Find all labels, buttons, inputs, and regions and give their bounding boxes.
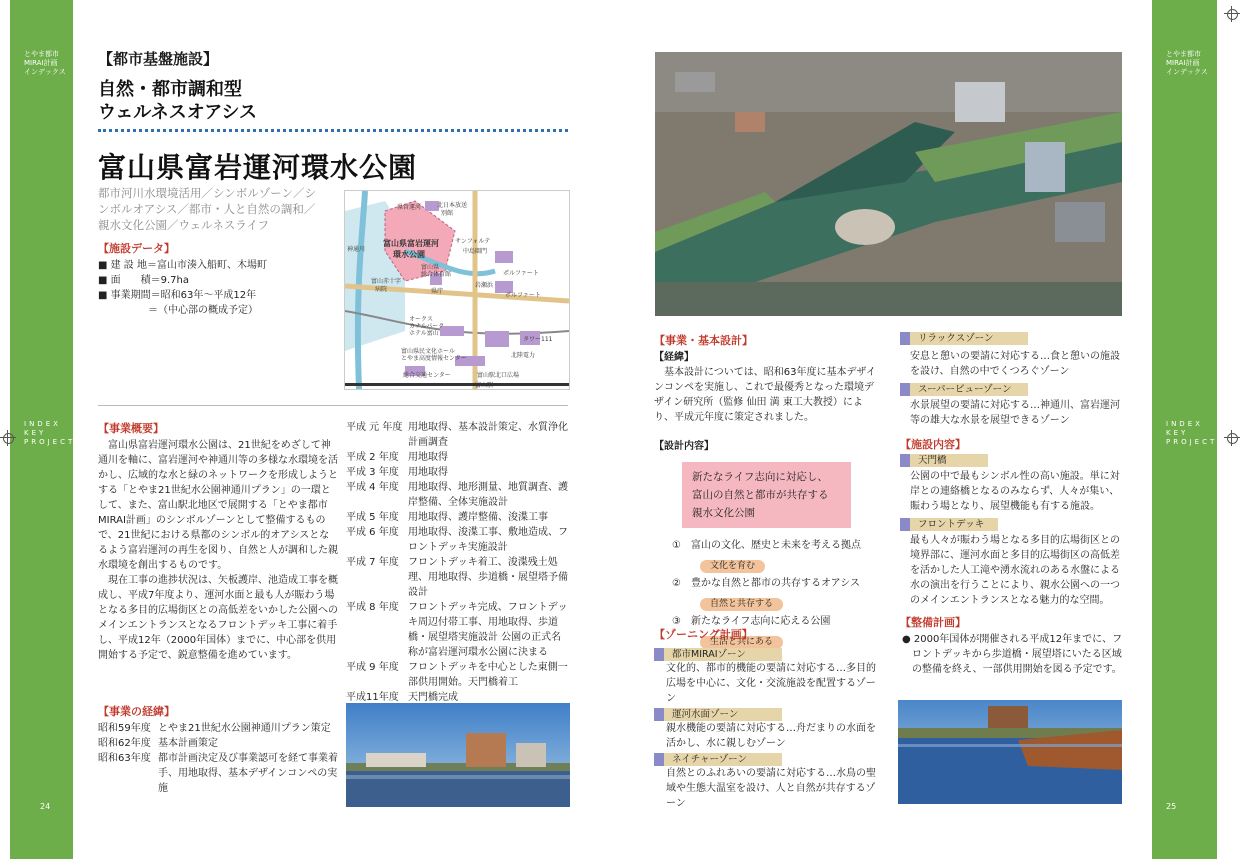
design-heading: 【事業・基本設計】: [654, 334, 753, 347]
table-row: 平成 6 年度 用地取得、浚渫工事、敷地造成、フロントデッキ実施設計: [346, 527, 568, 553]
facility-data: [98, 240, 338, 318]
design-text: 基本設計については、昭和63年度に基本デザインコンペを実施し、これで最優秀となった環境デザイン研究所（監修 仙田 満 東工大教授）により、平成元年度に策定されました。: [654, 367, 876, 423]
overview-section: [98, 420, 338, 663]
table-row: 平成 7 年度 フロントデッキ着工、浚渫残土処理、用地取得、歩道橋・展望塔予備設計: [346, 557, 568, 598]
svg-text:カナルパーク: カナルパーク: [409, 323, 445, 330]
zone-text: 親水機能の要請に対応する…舟だまりの水面を活かし、水に親しむゾーン: [666, 723, 876, 749]
registration-mark-icon: [1224, 430, 1240, 446]
table-row: 昭和62年度 基本計画策定: [98, 738, 218, 749]
zone-label: リラックスゾーン: [900, 332, 1028, 345]
left-tab-index: INDEX KEY PROJECT: [24, 420, 76, 446]
table-row: 平成 元 年度 用地取得、基本設計策定、水質浄化計画調査: [346, 422, 568, 448]
left-tab-title: とやま都市 MIRAI計画 インデックス: [24, 50, 66, 76]
page-number-right: 25: [1166, 802, 1177, 811]
facility-row: ＝（中心部の概成予定）: [98, 305, 258, 316]
concept-pill: 生活と共にある: [700, 636, 783, 649]
facility-row: ■ 建 設 地＝富山市湊入船町、木場町: [98, 260, 267, 271]
aerial-photo: [655, 52, 1122, 316]
table-row: 平成 4 年度 用地取得、地形測量、地質調査、護岸整備、全体実施設計: [346, 482, 568, 508]
page-title: 富山県富岩運河環水公園: [98, 151, 418, 184]
right-tab-index: INDEX KEY PROJECT: [1166, 420, 1218, 446]
svg-text:サンフォルテ: サンフォルテ: [455, 238, 491, 245]
history-heading: 【事業の経緯】: [98, 705, 175, 718]
zone-label: 運河水面ゾーン: [654, 708, 782, 721]
facility-label: フロントデッキ: [900, 518, 998, 531]
zone-text: 水景展望の要請に対応する…神通川、富岩運河等の雄大な水景を展望できるゾーン: [910, 400, 1120, 426]
map-graphic: [345, 191, 569, 389]
right-column: [900, 332, 1125, 677]
svg-text:ポルファート: ポルファート: [503, 270, 539, 277]
svg-text:県庁: 県庁: [431, 288, 444, 295]
svg-text:北日本放送: 北日本放送: [437, 202, 468, 209]
design-content-heading: 【設計内容】: [654, 441, 714, 452]
facility-text: 最も人々が賑わう場となる多目的広場街区との境界部に、運河水面と多目的広場街区の高低差を活かした人工滝や湧水流れのある水盤による水の演出を行うことにより、親水公園への一つのメインエントランスとなる魅力的な空間。: [910, 535, 1120, 606]
svg-text:県営運河: 県営運河: [397, 204, 422, 211]
svg-text:病院: 病院: [375, 286, 388, 293]
svg-text:オークス: オークス: [409, 316, 433, 323]
maintenance-heading: 【整備計画】: [900, 616, 966, 629]
overview-heading: 【事業概要】: [98, 422, 164, 435]
svg-text:タワー111: タワー111: [523, 336, 553, 343]
list-item: ② 豊かな自然と都市の共存するオアシス: [672, 578, 860, 589]
history-section: [98, 703, 338, 796]
registration-mark-icon: [0, 430, 16, 446]
table-row: 平成11年度 天門橋完成: [346, 692, 458, 703]
maintenance-text: ● 2000年国体が開催される平成12年までに、フロントデッキから歩道橋・展望塔にいたる区域の整備を終え、一部供用開始を図る予定です。: [902, 634, 1123, 675]
zone-label: スーパービューゾーン: [900, 383, 1028, 396]
concept-pill: 自然と共存する: [700, 598, 783, 611]
subtitle: 自然・都市調和型 ウェルネスオアシス: [98, 79, 257, 123]
svg-text:富山県富岩運河: 富山県富岩運河: [383, 239, 439, 248]
table-row: 平成 2 年度 用地取得: [346, 452, 448, 463]
page-number-left: 24: [40, 802, 51, 811]
table-row: 昭和59年度 とやま21世紀水公園神通川プラン策定: [98, 723, 331, 734]
list-item: ③ 新たなライフ志向に応える公園: [672, 616, 831, 627]
registration-mark-icon: [1224, 6, 1240, 22]
facilities-heading: 【施設内容】: [900, 438, 966, 451]
svg-text:岩瀬浜: 岩瀬浜: [475, 282, 494, 289]
facility-row: ■ 事業期間＝昭和63年～平成12年: [98, 290, 257, 301]
aerial-photo-graphic: [655, 52, 1122, 316]
svg-text:ホテル富山: ホテル富山: [409, 330, 439, 337]
svg-text:中島閘門: 中島閘門: [463, 248, 488, 255]
zone-text: 自然とのふれあいの要請に対応する…水鳥の聖域や生態大温室を設け、人と自然が共存するゾーン: [666, 768, 876, 809]
timeline-table: [346, 420, 571, 705]
keywords: 都市河川水環境活用／シンボルゾーン／シ ンボルオアシス／都市・人と自然の調和／ 親水文化公園／ウェルネスライフ: [98, 186, 316, 232]
zone-label: ネイチャーゾーン: [654, 753, 782, 766]
zone-text: 文化的、都市的機能の要請に対応する…多目的広場を中心に、文化・交流施設を配置するゾーン: [666, 663, 876, 704]
list-item: ① 富山の文化、歴史と未来を考える拠点: [672, 540, 861, 551]
right-tab-title: とやま都市 MIRAI計画 インデックス: [1166, 50, 1208, 76]
table-row: 平成 8 年度 フロントデッキ完成、フロントデッキ周辺付帯工事、用地取得、歩道橋・展望塔実施設計 公園の正式名称が富岩運河環水公園に決まる: [346, 602, 568, 658]
category-heading: 【都市基盤施設】: [98, 50, 219, 68]
canal-photo: [346, 703, 570, 807]
overview-paragraph: 現在工事の進捗状況は、矢板護岸、池造成工事を概成し、平成7年度より、運河水面と最も人が賑わう場となる多目的広場街区との高低差をいかした公園へのメインエントランスとなるフロントデッキ工事に着手し、平成12年（2000年国体）までに、中心部を供用開始する予定で、鋭意整備を進めています。: [98, 575, 338, 661]
svg-text:北陸電力: 北陸電力: [511, 352, 536, 359]
table-row: 昭和63年度 都市計画決定及び事業認可を経て事業着手、用地取得、基本デザインコンペの実施: [98, 753, 338, 794]
deck-photo: [898, 700, 1122, 804]
svg-text:富山駅: 富山駅: [475, 382, 494, 389]
design-subheading: 【経緯】: [654, 352, 694, 363]
svg-text:総合体育館: 総合体育館: [421, 271, 452, 278]
design-concept-box: 新たなライフ志向に対応し、 富山の自然と都市が共存する 親水文化公園: [682, 462, 851, 528]
history-table: [98, 721, 338, 796]
zoning-heading: 【ゾーニング計画】: [654, 628, 753, 641]
right-side-tab: [1152, 0, 1217, 859]
table-row: 平成 5 年度 用地取得、護岸整備、浚渫工事: [346, 512, 548, 523]
svg-text:神通川: 神通川: [347, 246, 366, 253]
dotted-divider: [98, 129, 568, 132]
svg-text:富山県: 富山県: [421, 264, 440, 271]
svg-text:環水公園: 環水公園: [393, 250, 425, 259]
svg-text:富山赤十字: 富山赤十字: [371, 278, 402, 285]
canal-photo-graphic: [346, 703, 570, 807]
svg-text:富山駅北口広場: 富山駅北口広場: [477, 372, 520, 379]
table-row: 平成 3 年度 用地取得: [346, 467, 448, 478]
facility-label: 天門橋: [900, 454, 988, 467]
overview-paragraph: 富山県富岩運河環水公園は、21世紀をめざして神通川を軸に、富岩運河や神通川等の多様な水環境を活かし、広域的な水と緑のネットワークを形成しようとする「とやま21世紀水公園神通川プラン」の一環として、また、富山駅北地区で展開する「とやま都市MIRAI計画」のシンボルゾーンとして整備するもので、21世紀における県都のシンボル的オアシスとなるよう富岩運河の再生を図り、自然と人が調和した親水環境を創出するものです。: [98, 440, 338, 571]
svg-text:総合交通センター: 総合交通センター: [403, 372, 451, 379]
svg-text:別館: 別館: [441, 210, 454, 217]
zoning-section: [654, 626, 880, 811]
location-map: [344, 190, 570, 390]
svg-text:富山県民文化ホール: 富山県民文化ホール: [401, 348, 455, 355]
section-divider: [98, 405, 568, 406]
svg-text:とやま高度情報センター: とやま高度情報センター: [401, 355, 467, 362]
facility-data-heading: 【施設データ】: [98, 242, 175, 255]
facility-text: 公園の中で最もシンボル性の高い施設。単に対岸との連絡橋となるのみならず、人々が集い、賑わう場となり、展望機能も有する施設。: [910, 471, 1120, 512]
deck-photo-graphic: [898, 700, 1122, 804]
facility-row: ■ 面 積＝9.7ha: [98, 275, 189, 286]
design-section: [654, 332, 879, 649]
svg-text:ポルファート: ポルファート: [505, 292, 541, 299]
zone-text: 安息と憩いの要請に対応する…食と憩いの施設を設け、自然の中でくつろぐゾーン: [910, 351, 1120, 377]
timeline-section: [346, 420, 571, 705]
table-row: 平成 9 年度 フロントデッキを中心とした東側一部供用開始。天門橋着工: [346, 662, 568, 688]
left-side-tab: [10, 0, 76, 859]
zone-label: 都市MIRAIゾーン: [654, 648, 782, 661]
concept-pill: 文化を育む: [700, 560, 765, 573]
